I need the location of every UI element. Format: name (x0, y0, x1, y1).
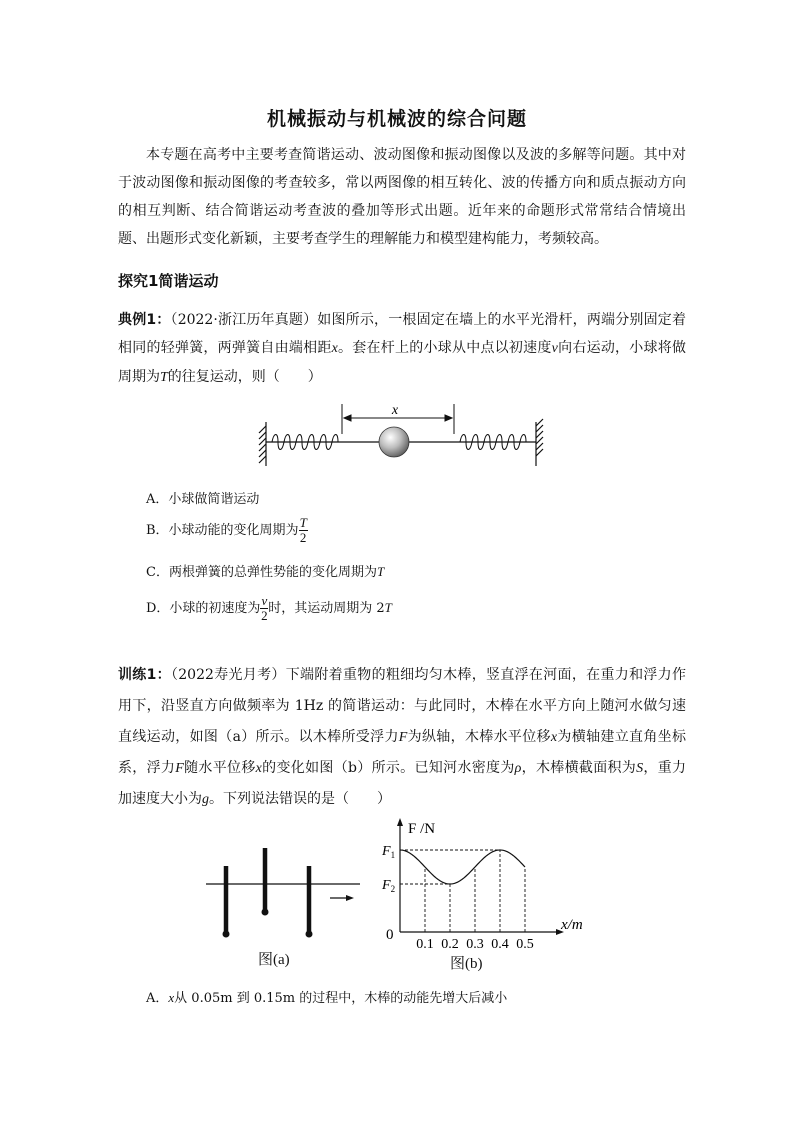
training1-text-b: 为纵轴，木棒水平位移 (407, 729, 551, 745)
y-axis-label: F /N (408, 821, 436, 837)
option-b[interactable] (146, 516, 308, 545)
var-g: g (202, 792, 209, 807)
stick-1 (223, 866, 230, 938)
var-T: T (384, 600, 392, 615)
var-rho: ρ (514, 761, 522, 776)
figure-a (200, 840, 370, 945)
option-c-text: C．两根弹簧的总弹性势能的变化周期为 (146, 565, 377, 580)
var-v: v (551, 341, 558, 356)
x-tick-label: 0.3 (466, 937, 484, 952)
option-d-text-post: 时，其运动周期为 2 (268, 601, 385, 616)
stick-3 (306, 866, 313, 938)
right-wall (536, 419, 543, 466)
flow-arrow (330, 895, 354, 901)
option-a[interactable]: A．小球做简谐运动 (146, 492, 260, 507)
figure-a-caption: 图(a) (258, 952, 290, 968)
example1-text-c: 向右运动，小球将做周期为 (118, 340, 687, 385)
left-wall (259, 422, 266, 466)
option-d-text: D．小球的初速度为 (146, 601, 261, 616)
example1-label: 典例1： (118, 312, 171, 328)
training1-option-a-text: 从 0.05m 到 0.15m 的过程中，木棒的动能先增大后减小 (174, 991, 508, 1006)
var-x: x (255, 761, 262, 776)
option-c[interactable] (146, 561, 384, 580)
figure-b-chart (378, 812, 598, 972)
y-axis-arrow (397, 818, 403, 826)
page-title: 机械振动与机械波的综合问题 (266, 108, 527, 130)
training1-text-g: ，重力加速度大小为 (118, 760, 687, 807)
y-tick-label: $F_2$ (382, 878, 396, 894)
training1-text-a: （2022寿光月考）下端附着重物的粗细均匀木棒，竖直浮在河面，在重力和浮力作用下，沿竖直方向做频率为 1Hz 的简谐运动：与此同时，木棒在水平方向上随河水做匀速直线运动，如图（a）所示。以木棒所受浮力 (118, 667, 686, 745)
option-b-text: B．小球动能的变化周期为 (146, 523, 299, 538)
example1-text-b: 。套在杆上的小球从中点以初速度 (337, 340, 552, 356)
option-d[interactable] (146, 594, 392, 623)
var-F: F (175, 761, 184, 776)
fraction-T-over-2: $\frac{T}{2}$ (299, 515, 307, 545)
series-line (400, 850, 525, 884)
training1-text-h: 。下列说法错误的是（ ） (209, 791, 391, 807)
x-axis-label: x/m (561, 917, 583, 933)
training1-text-c: 为横轴建立直角坐标系，浮力 (118, 729, 687, 776)
example1-text-a: （2022·浙江历年真题）如图所示，一根固定在墙上的水平光滑杆，两端分别固定着相同的轻弹簧，两弹簧自由端相距 (118, 312, 686, 356)
x-tick-label: 0.4 (491, 937, 509, 952)
training1-label: 训练1： (118, 667, 171, 683)
var-S: S (636, 761, 644, 776)
origin-label: 0 (386, 927, 394, 943)
example1-question (118, 306, 686, 392)
var-x: x (168, 990, 175, 1005)
x-tick-label: 0.1 (416, 937, 434, 952)
figure-b-caption: 图(b) (450, 956, 483, 972)
training1-text-e: 的变化如图（b）所示。已知河水密度为 (261, 760, 515, 776)
spring-figure (256, 400, 546, 472)
var-x: x (550, 730, 558, 745)
var-T: T (376, 564, 385, 579)
training1-question (118, 660, 686, 815)
training1-option-a-prefix: A． (146, 991, 169, 1006)
y-tick-label: $F_1$ (382, 844, 396, 860)
x-tick-label: 0.2 (441, 937, 459, 952)
ball (379, 427, 409, 457)
var-x: x (331, 341, 338, 356)
training1-text-f: ，木棒横截面积为 (521, 760, 637, 776)
stick-2 (262, 848, 269, 916)
intro-paragraph: 本专题在高考中主要考查简谐运动、波动图像和振动图像以及波的多解等问题。其中对于波动图像和振动图像的考查较多，常以两图像的相互转化、波的传播方向和质点振动方向的相互判断、结合简谐运动考查波的叠加等形式出题。近年来的命题形式常常结合情境出题、出题形式变化新颖，主要考查学生的理解能力和模型建构能力，考频较高。 (118, 147, 686, 247)
section-heading: 探究1简谐运动 (118, 272, 219, 290)
training1-option-a[interactable] (146, 987, 507, 1006)
training1-text-d: 随水平位移 (183, 760, 256, 776)
distance-label: x (391, 403, 399, 418)
x-tick-label: 0.5 (516, 937, 534, 952)
var-T: T (160, 370, 168, 385)
example1-text-d: 的往复运动，则（ ） (167, 369, 322, 385)
fraction-v-over-2: $\frac{v}{2}$ (261, 593, 268, 623)
var-F: F (398, 730, 408, 745)
